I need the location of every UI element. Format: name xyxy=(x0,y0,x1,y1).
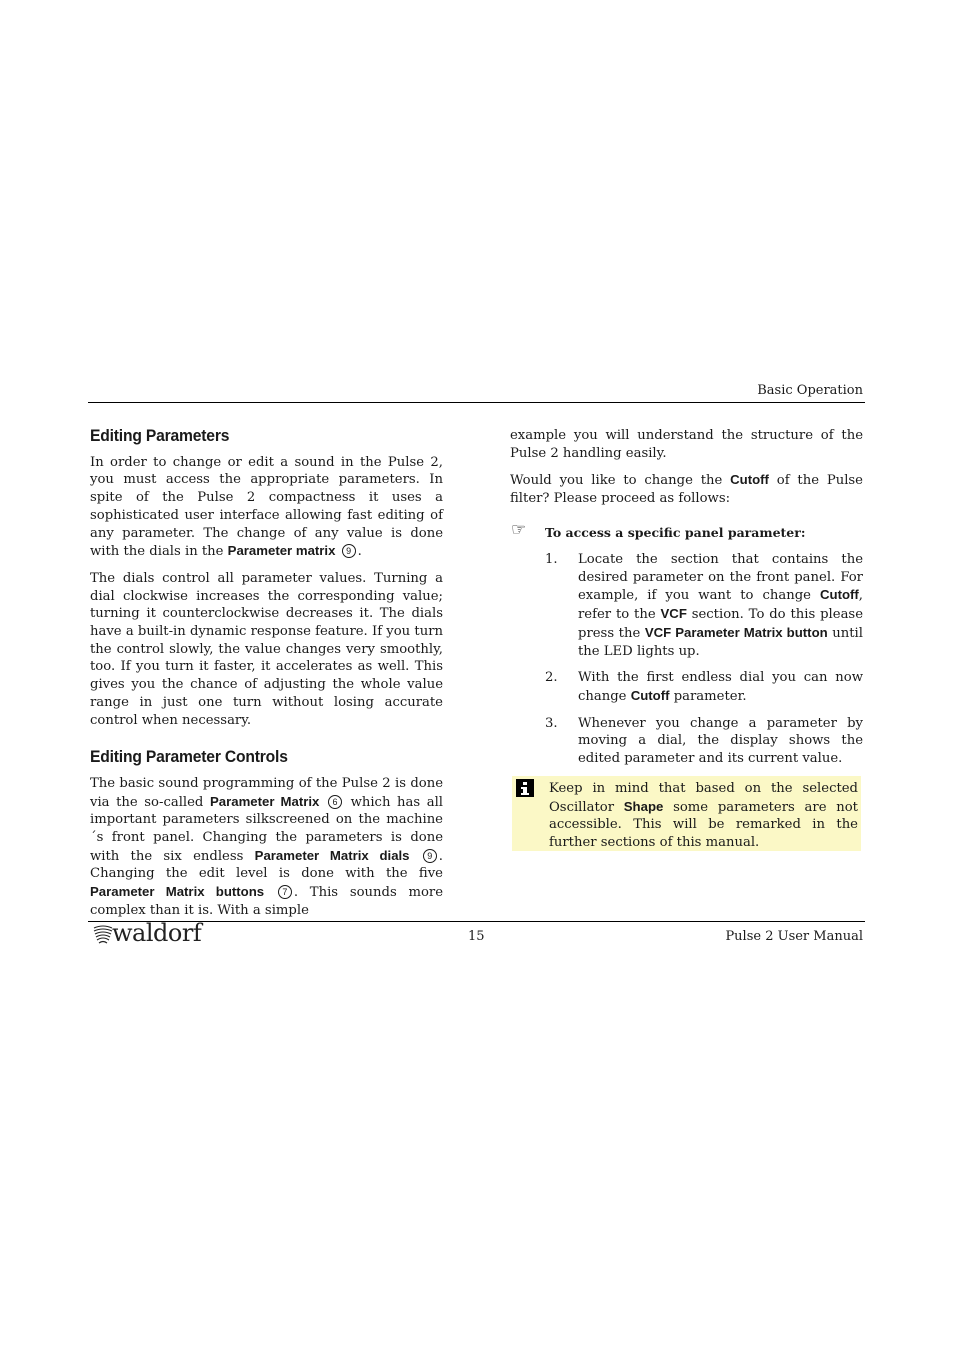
left-column xyxy=(90,427,443,929)
text: The basic sound programming of the Pulse 2 is done via the so-called xyxy=(90,775,443,810)
instruction-heading: To access a specific panel parameter: xyxy=(545,525,806,540)
step-text xyxy=(578,715,863,768)
text: With the first endless dial you can now change xyxy=(578,670,863,704)
text: of the Pulse filter? Please proceed as follows: xyxy=(510,473,863,507)
footer-rule xyxy=(88,921,865,922)
paragraph-parameter-controls xyxy=(90,775,443,920)
callout-number: 9 xyxy=(423,849,437,863)
keyword-cutoff: Cutoff xyxy=(819,587,859,603)
keyword-parameter-matrix: Parameter matrix xyxy=(227,543,336,559)
header-rule xyxy=(88,402,865,403)
text: . This sounds more complex than it is. With a simple xyxy=(90,885,444,918)
step-number: 1. xyxy=(545,552,558,567)
callout-number: 7 xyxy=(278,885,292,899)
keyword-parameter-matrix-buttons: Parameter Matrix buttons xyxy=(90,884,265,900)
text: In order to change or edit a sound in the Pulse 2, you must access the appropriate parameters. In spite of the Pulse 2 compactness it uses a sophisticated user interface allowing fast editing of any parameter. The change of any value is done with the dials in the xyxy=(90,454,443,560)
text: . xyxy=(357,544,362,560)
text: section. To do this please press the xyxy=(578,607,864,641)
note-text xyxy=(549,780,858,852)
steps-list xyxy=(545,551,864,777)
text: . Changing the edit level is done with the five xyxy=(90,848,443,882)
text: Whenever you change a parameter by moving a dial, the display shows the edited parameter and its current value. xyxy=(578,715,863,767)
keyword-shape: Shape xyxy=(623,798,664,814)
paragraph-dials: The dials control all parameter values. Turning a dial clockwise increases the corresponding value; turning it counterclockwise decreases it. The dials have a built-in dynamic response feature. If you turn the control slowly, the value changes very smoothly, too. If you turn it faster, it accelerates as well. This gives you the chance of adjusting the whole value range in just one turn without losing accurate control when necessary. xyxy=(90,570,443,728)
paragraph-editing-intro xyxy=(90,454,443,561)
pointing-hand-icon: ☞ xyxy=(511,520,527,540)
step-number: 2. xyxy=(545,670,558,686)
text: , refer to the xyxy=(578,588,863,623)
callout-number: 9 xyxy=(342,544,356,558)
manual-title: Pulse 2 User Manual xyxy=(725,929,863,944)
right-column xyxy=(510,427,863,517)
keyword-parameter-matrix-dials: Parameter Matrix dials xyxy=(254,847,410,863)
keyword-cutoff: Cutoff xyxy=(630,687,670,703)
heading-editing-parameter-controls: Editing Parameter Controls xyxy=(90,747,288,767)
text: Would you like to change the xyxy=(510,473,731,489)
text: which has all important parameters silkscreened on the machine´s front panel. Changing the parameters is done with the six endless xyxy=(90,794,444,864)
info-icon xyxy=(516,779,534,797)
keyword-cutoff: Cutoff xyxy=(730,472,769,488)
logo-wordmark: waldorf xyxy=(112,919,202,947)
waldorf-emblem-icon xyxy=(92,924,114,946)
text: until the LED lights up. xyxy=(578,625,863,659)
page-number: 15 xyxy=(468,929,485,944)
step-text xyxy=(578,669,863,705)
list-item xyxy=(545,669,863,705)
list-item xyxy=(545,715,863,768)
text: Keep in mind that based on the selected Oscillator xyxy=(549,781,858,815)
paragraph-cutoff-question xyxy=(510,471,863,507)
keyword-parameter-matrix: Parameter Matrix xyxy=(209,793,320,809)
step-text xyxy=(578,551,863,660)
text: some parameters are not accessible. This will be remarked in the further sections of this manual. xyxy=(549,799,858,851)
text: parameter. xyxy=(669,688,747,704)
running-header: Basic Operation xyxy=(757,383,863,398)
callout-number: 6 xyxy=(328,795,342,809)
list-item xyxy=(545,551,864,660)
keyword-vcf: VCF xyxy=(660,606,687,622)
paragraph-continuation: example you will understand the structure of the Pulse 2 handling easily. xyxy=(510,428,863,461)
keyword-vcf-button: VCF Parameter Matrix button xyxy=(644,624,828,640)
heading-editing-parameters: Editing Parameters xyxy=(90,426,230,445)
step-number: 3. xyxy=(545,715,558,731)
text: Locate the section that contains the desired parameter on the front panel. For example, if you want to change xyxy=(578,552,863,604)
